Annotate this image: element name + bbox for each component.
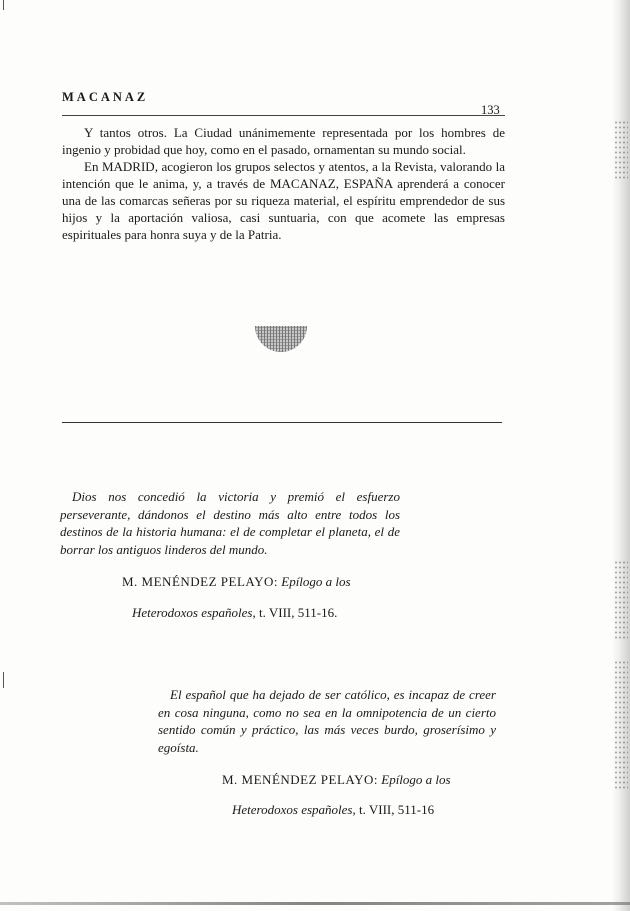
body-text (62, 124, 505, 243)
attribution-reference: t. VIII, 511-16. (258, 605, 338, 620)
section-divider (62, 422, 502, 423)
scan-speckle (614, 660, 628, 790)
quote-attribution (122, 574, 351, 590)
paragraph: Y tantos otros. La Ciudad unánimemente representada por los hombres de ingenio y probidad que hoy, como en el pasado, ornamentan su mundo social. (62, 125, 505, 157)
scan-mark (3, 672, 4, 688)
page-number: 133 (481, 103, 500, 117)
header-rule (62, 115, 505, 116)
quote-text: Dios nos concedió la victoria y premió el esfuerzo perseverante, dándonos el destino más alto entre todos los destinos de la historia humana: el de completar el planeta, el de borrar los antiguos linderos del mundo. (60, 489, 400, 557)
epigraph-quote (158, 686, 496, 756)
attribution-work: Epílogo a los (281, 574, 351, 589)
scan-speckle (614, 120, 628, 180)
scan-speckle (614, 560, 628, 640)
attribution-work-title: Heterodoxos españoles, (232, 802, 356, 817)
ornament-vignette (255, 326, 307, 352)
attribution-author: M. MENÉNDEZ PELAYO: (122, 574, 278, 589)
epigraph-quote (60, 488, 400, 558)
scan-mark (3, 0, 4, 10)
paragraph: En MADRID, acogieron los grupos selectos y atentos, a la Revista, valorando la intención que le anima, y, a través de MACANAZ, ESPAÑA aprenderá a conocer una de las comarcas señeras por su riqueza material, el espíritu emprendedor de sus hijos y la aportación valiosa, casi suntuaria, con que acomete las empresas espirituales para honra suya y de la Patria. (62, 159, 505, 242)
attribution-author: M. MENÉNDEZ PELAYO: (222, 772, 378, 787)
quote-attribution (222, 772, 451, 788)
attribution-work-title: Heterodoxos españoles, (132, 605, 256, 620)
scan-bottom-edge (0, 902, 630, 905)
attribution-reference: t. VIII, 511-16 (358, 802, 435, 817)
quote-text: El español que ha dejado de ser católico, es incapaz de creer en cosa ninguna, como no sea en la omnipotencia de un cierto sentido común y práctico, las más veces burdo, groserísimo y egoísta. (158, 687, 496, 755)
running-head: MACANAZ (62, 90, 149, 104)
quote-attribution-line2 (232, 802, 434, 818)
attribution-work: Epílogo a los (381, 772, 451, 787)
quote-attribution-line2 (132, 605, 337, 621)
